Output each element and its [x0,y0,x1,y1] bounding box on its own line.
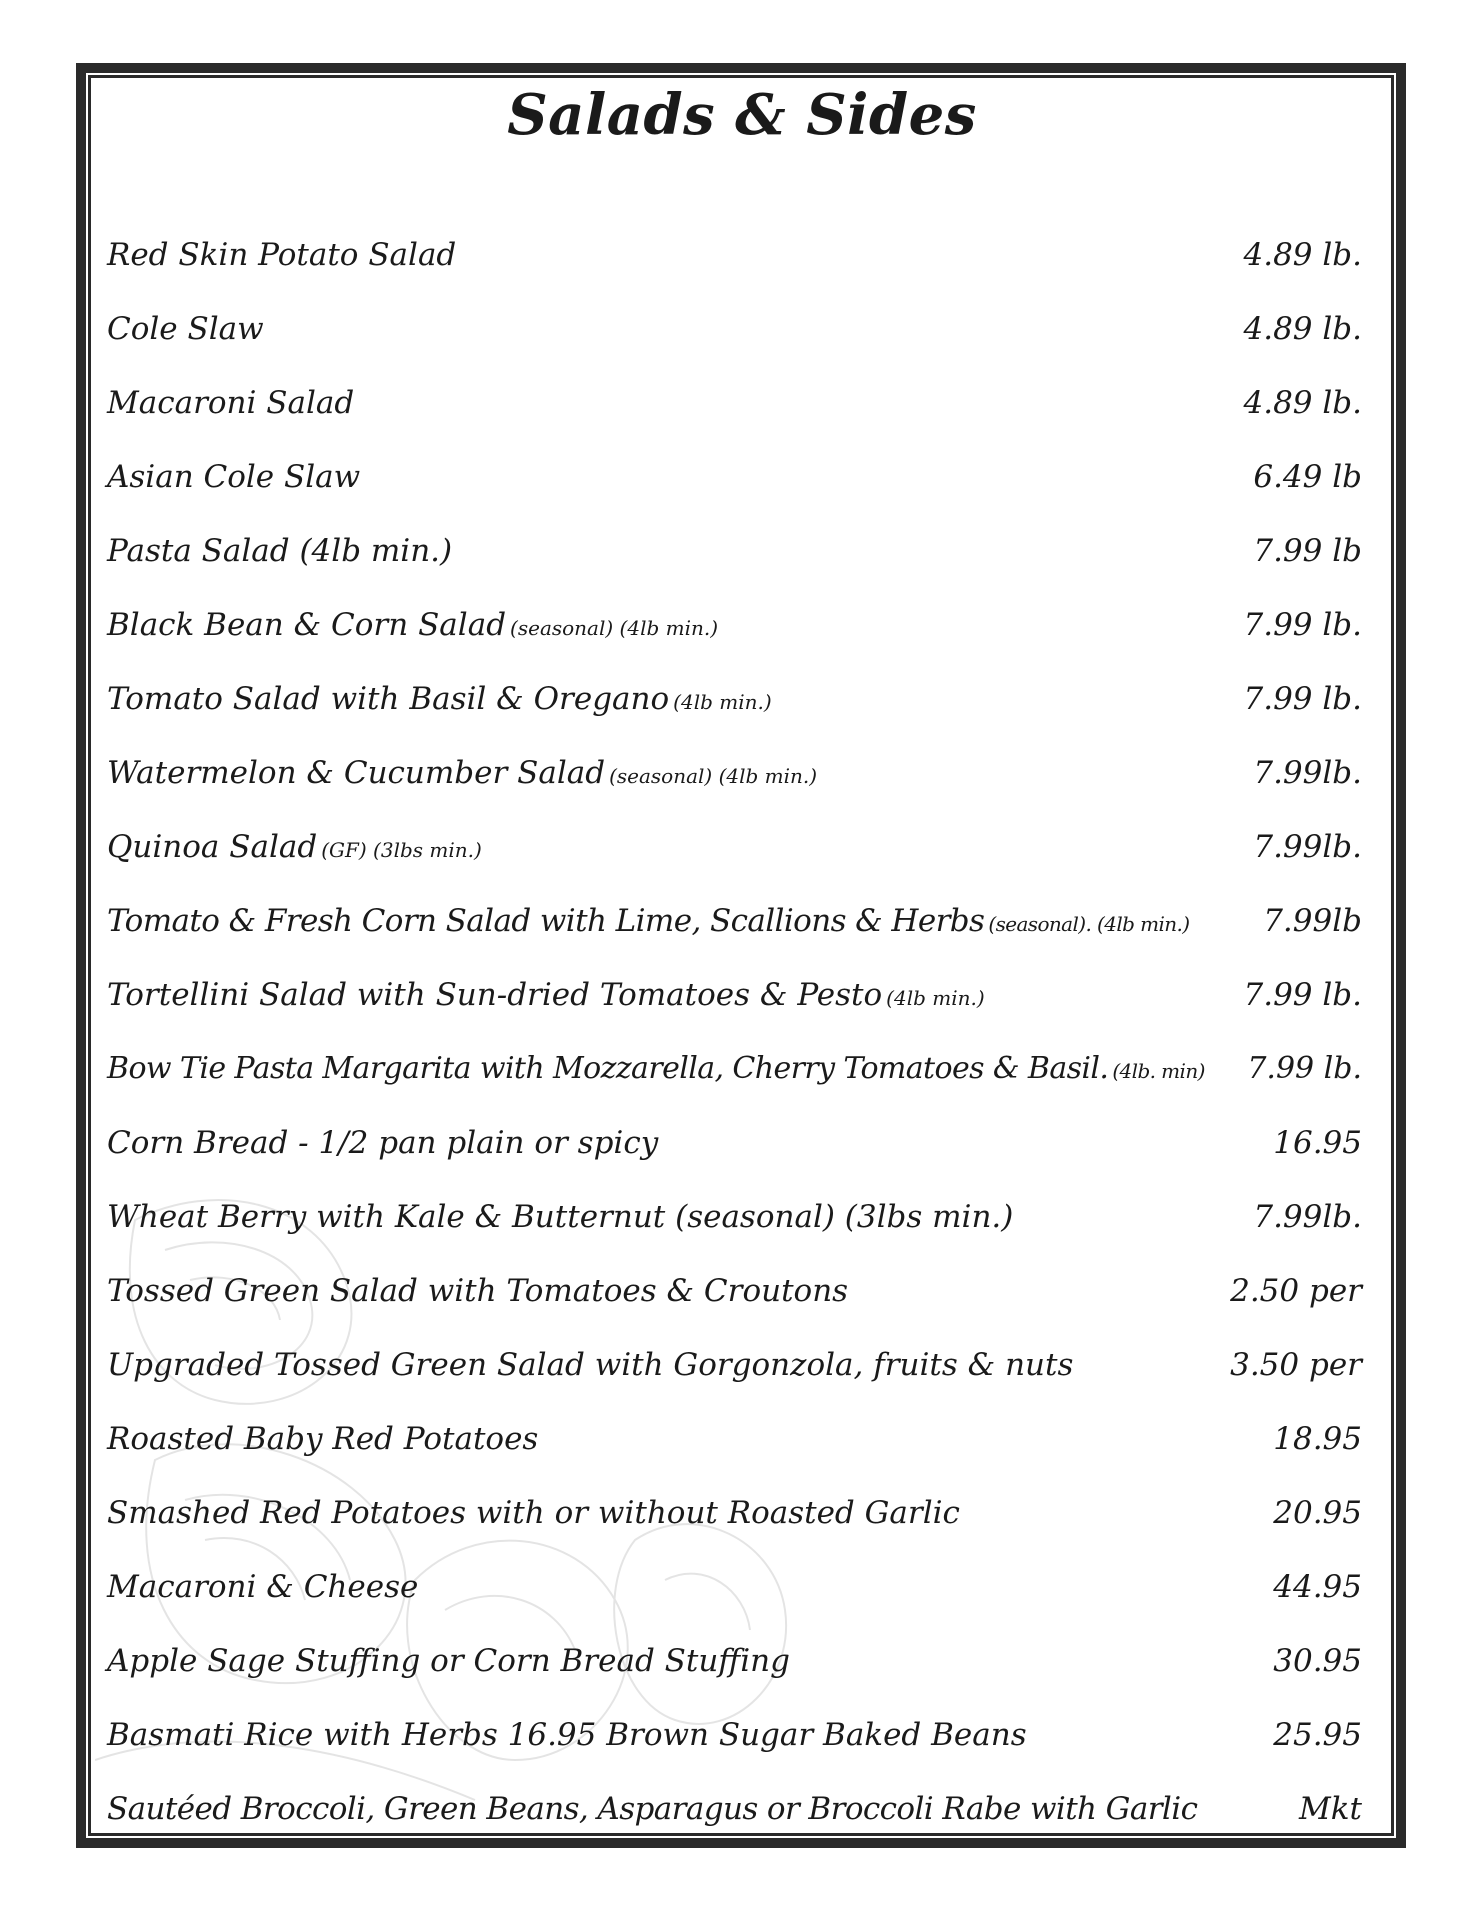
item-price: 20.95 [1273,1495,1362,1531]
item-price: 7.99 lb. [1243,607,1362,643]
menu-item [107,1335,1362,1409]
item-note: (4lb min.) [886,986,985,1010]
item-name: Red Skin Potato Salad [107,237,457,273]
item-price: 7.99 lb [1253,533,1362,569]
item-name: Asian Cole Slaw [107,459,361,495]
menu-item [107,1779,1362,1853]
item-name: Tossed Green Salad with Tomatoes & Croutons [107,1273,849,1309]
item-name: Sautéed Broccoli, Green Beans, Asparagus or Broccoli Rabe with Garlic [107,1791,1198,1827]
menu-item [107,1631,1362,1705]
item-name: Smashed Red Potatoes with or without Roasted Garlic [107,1495,960,1531]
item-note: (GF) (3lbs min.) [321,838,482,862]
menu-item [107,965,1362,1039]
item-price: Mkt [1299,1791,1362,1827]
page-title: Salads & Sides [507,82,977,148]
item-price: 7.99 lb. [1247,1051,1362,1086]
menu-item [107,1261,1362,1335]
item-name: Pasta Salad (4lb min.) [107,533,453,569]
item-price: 3.50 per [1230,1347,1362,1383]
item-name: Macaroni Salad [107,385,355,421]
menu-item [107,891,1362,965]
menu-item [107,447,1362,521]
item-note: (4lb min.) [673,690,772,714]
item-name: Watermelon & Cucumber Salad [107,755,606,791]
item-price: 7.99 lb. [1243,977,1362,1013]
item-price: 44.95 [1273,1569,1362,1605]
menu-item [107,1409,1362,1483]
item-name: Black Bean & Corn Salad [107,607,507,643]
menu-item [107,1705,1362,1779]
item-name: Upgraded Tossed Green Salad with Gorgonzola, fruits & nuts [107,1347,1074,1383]
menu-item [107,743,1362,817]
item-name: Wheat Berry with Kale & Butternut (seasonal) (3lbs min.) [107,1199,1014,1235]
item-price: 4.89 lb. [1243,311,1362,347]
item-price: 2.50 per [1230,1273,1362,1309]
item-price: 30.95 [1273,1643,1362,1679]
item-name: Bow Tie Pasta Margarita with Mozzarella, Cherry Tomatoes & Basil. [107,1051,1109,1086]
item-price: 7.99lb. [1253,829,1362,865]
item-name: Corn Bread - 1/2 pan plain or spicy [107,1125,659,1161]
menu-item [107,1113,1362,1187]
menu-item [107,225,1362,299]
menu-item [107,373,1362,447]
menu-item [107,521,1362,595]
item-price: 7.99lb. [1253,755,1362,791]
menu-item [107,1039,1362,1113]
item-note: (4lb. min) [1112,1059,1205,1083]
item-name: Basmati Rice with Herbs 16.95 Brown Sugar Baked Beans [107,1717,1027,1753]
item-name: Tomato Salad with Basil & Oregano [107,681,670,717]
item-price: 4.89 lb. [1243,237,1362,273]
item-price: 16.95 [1273,1125,1362,1161]
menu-item [107,299,1362,373]
item-note: (seasonal) (4lb min.) [609,764,818,788]
item-price: 7.99lb [1263,903,1362,939]
item-note: (seasonal) (4lb min.) [510,616,719,640]
menu-item [107,817,1362,891]
item-name: Quinoa Salad [107,829,318,865]
menu-item [107,1557,1362,1631]
menu-item [107,1187,1362,1261]
menu-list [107,225,1362,1853]
item-price: 25.95 [1273,1717,1362,1753]
menu-item [107,1483,1362,1557]
menu-item [107,669,1362,743]
item-price: 6.49 lb [1253,459,1362,495]
item-name: Macaroni & Cheese [107,1569,419,1605]
item-name: Cole Slaw [107,311,264,347]
item-price: 18.95 [1273,1421,1362,1457]
item-price: 7.99 lb. [1243,681,1362,717]
item-name: Apple Sage Stuffing or Corn Bread Stuffing [107,1643,790,1679]
item-name: Tomato & Fresh Corn Salad with Lime, Scallions & Herbs [107,903,985,939]
item-name: Roasted Baby Red Potatoes [107,1421,539,1457]
menu-item [107,595,1362,669]
item-note: (seasonal). (4lb min.) [988,912,1190,936]
item-name: Tortellini Salad with Sun-dried Tomatoes & Pesto [107,977,883,1013]
item-price: 7.99lb. [1253,1199,1362,1235]
item-price: 4.89 lb. [1243,385,1362,421]
